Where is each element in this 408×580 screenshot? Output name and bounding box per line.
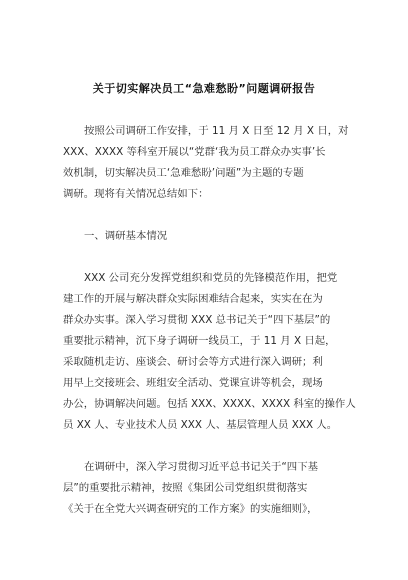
paragraph-line: XXX、XXXX 等科室开展以“党群‘我为员工群众办实事’长	[63, 146, 326, 158]
paragraph-line: 按照公司调研工作安排，于 11 月 X 日至 12 月 X 日，对	[84, 125, 349, 137]
paragraph-line: 重要批示精神，沉下身子调研一线员工，于 11 月 X 日起，	[63, 335, 336, 347]
paragraph-line: 《关于在全党大兴调查研究的工作方案》的实施细则》，	[63, 503, 318, 515]
paragraph-line: 办公，协调解决问题。包括 XXX、XXXX、XXXX 科室的操作人	[63, 398, 356, 410]
paragraph-line: 员 XX 人、专业技术人员 XXX 人、基层管理人员 XXX 人。	[63, 419, 338, 431]
paragraph-line: 层”的重要批示精神，按照《集团公司党组织贯彻落实	[63, 482, 308, 494]
report-title: 关于切实解决员工“急难愁盼”问题调研报告	[92, 82, 316, 95]
paragraph-line: 群众办实事。深入学习贯彻 XXX 总书记关于“四下基层”的	[63, 314, 331, 326]
paragraph-line: 在调研中，深入学习贯彻习近平总书记关于“四下基	[84, 461, 318, 473]
paragraph-line: 效机制，切实解决员工‘急难愁盼’问题”为主题的专题	[63, 167, 304, 179]
paragraph-line: XXX 公司充分发挥党组织和党员的先锋模范作用，把党	[84, 272, 338, 284]
section-heading: 一、调研基本情况	[84, 230, 168, 242]
paragraph-line: 调研。现将有关情况总结如下：	[63, 188, 209, 200]
paragraph-line: 采取随机走访、座谈会、研讨会等方式进行深入调研；利	[63, 356, 323, 368]
paragraph-line: 建工作的开展与解决群众实际困难结合起来，实实在在为	[63, 293, 323, 305]
paragraph-line: 用早上交接班会、班组安全活动、党课宣讲等机会，现场	[63, 377, 323, 389]
